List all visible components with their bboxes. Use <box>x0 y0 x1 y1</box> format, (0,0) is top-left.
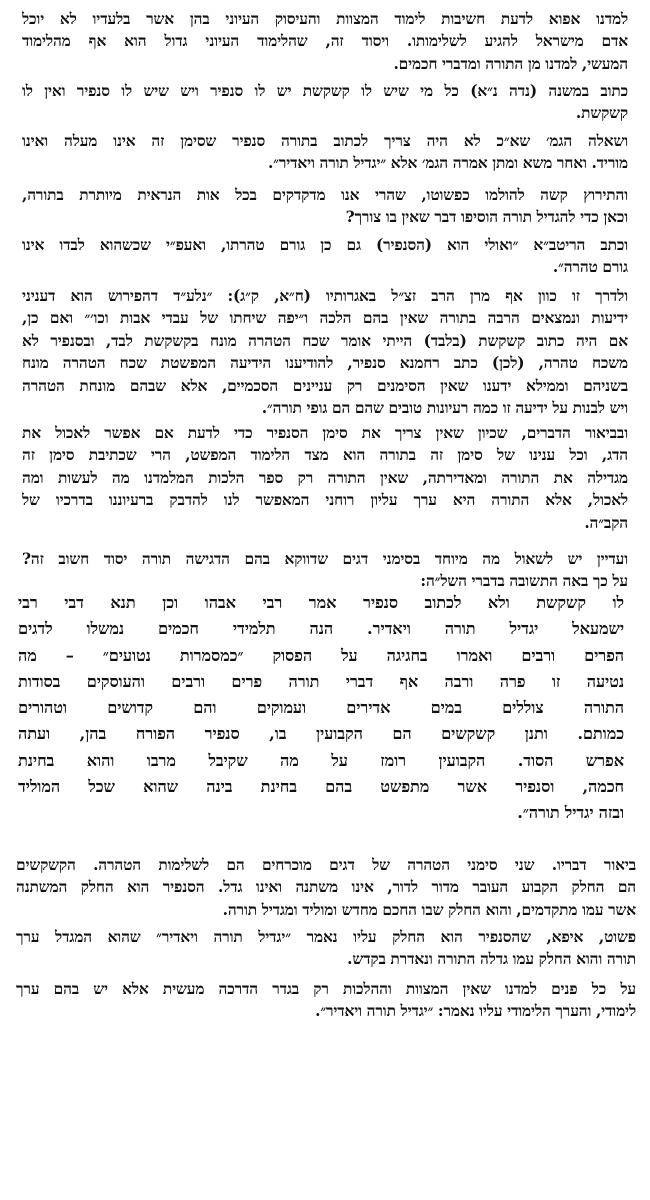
text-line: הדג, וכל ענינו של סימן זה בתורה הוא מצד הלימוד המפשט, הרי שכתיבת סימן זה <box>22 446 628 465</box>
text-line: אדם מישראל להגיע לשלימותו. ויסוד זה, שהלימוד העיוני גדול הוא אף מהלימוד <box>22 32 628 51</box>
paragraph-p5 <box>22 234 628 279</box>
paragraph-c1 <box>16 854 636 921</box>
quote-line: ישמעאל יגדיל תורה ויאדיר. הנה תלמידי חכמים נמשלו לדגים <box>18 619 624 639</box>
quote-line: חכמה, וסנפיר אשר מתפשט בהם בחינת בינה שהוא שכל המוליד <box>18 777 624 797</box>
paragraph-p4 <box>22 184 628 229</box>
text-line: פשוט, איפא, שהסנפיר הוא החלק עליו נאמר ״יגדיל תורה ויאדיר״ שהוא המגדל ערך <box>16 928 636 946</box>
text-line: וכאן כדי להגדיל תורה הוסיפו דבר שאין בו צורך? <box>345 208 628 227</box>
text-line: לימודי, והערך הלימודי עליו נאמר: ״יגדיל תורה ויאדיר״. <box>315 1002 636 1021</box>
text-line: והתירוץ קשה להולמו כפשוטו, שהרי אנו מדקדקים בכל אות הנראית מיותרת בתורה, <box>22 186 628 204</box>
quote-line: כמותם. ותנן קשקשים הם הקבועין בו, סנפיר הפורח בהן, ועתה <box>18 724 624 744</box>
text-line: ביאור דבריו. שני סימני הטהרה של דגים מוכרחים הם לשלימות הטהרה. הקשקשים <box>16 856 636 874</box>
quoted-passage <box>18 590 624 850</box>
quote-line: אפרש הסוד. הקבועין רומז על מה שקיבל מרבו והוא בחינת <box>18 750 624 770</box>
text-line: ושאלה הגמ׳ שא״כ לא היה צריך לכתוב בתורה סנפיר שסימן זה אינו מעלה ואינו <box>22 132 628 150</box>
paragraph-p6 <box>22 285 628 419</box>
text-line: מגדילה את התורה ומאדירתה, שאין התורה רק ספר הלכות המלמדנו מה לעשות ומה <box>22 468 628 487</box>
text-line: מוריד. ואחר משא ומתן אמרה הגמ׳ אלא ״יגדיל תורה ויאדיר״. <box>267 154 628 173</box>
text-line: הם החלק הקבוע העובר מדור לדור, אינו משתנה ואינו גדל. הסנפיר הוא החלק המשתנה <box>16 878 636 897</box>
text-line: קשקשת. <box>575 104 628 123</box>
paragraph-c3 <box>16 978 636 1023</box>
text-line: ולדרך זו כוון אף מרן הרב זצ״ל באגרותיו (ח״א, ק״ג): ״נלע״ד דהפירוש הוא דעניני <box>22 287 628 305</box>
text-line: על כך באה התשובה בדברי השל״ה: <box>420 572 628 591</box>
paragraph-p7 <box>22 422 628 534</box>
text-line: למדנו אפוא לדעת חשיבות לימוד המצוות והעיסוק העיוני בהן אשר בלעדיו לא יוכל <box>22 10 628 28</box>
text-line: המעשי, למדנו מן התורה ומדברי חכמים. <box>393 54 628 73</box>
paragraph-p8 <box>22 548 628 593</box>
paragraph-c2 <box>16 926 636 971</box>
paragraph-p1 <box>22 8 628 75</box>
text-line: בשניהם וממילא ידענו שאין הסימנים רק עניינים הסכמיים, אלא שבהם מונחת הטהרה <box>22 376 628 395</box>
text-line: תורה והוא החלק עמו גדלה התורה ונאדרת בקדש. <box>347 950 636 969</box>
text-line: הקב״ה. <box>584 513 628 532</box>
text-line: ויש לבנות על ידיעה זו כמה רעיונות טובים שהם הם גופי תורה״. <box>261 399 628 418</box>
paragraph-p3 <box>22 130 628 175</box>
quote-line: התורה צוללים במים אדירים ועמוקים והם קדושים וטהורים <box>18 698 624 718</box>
text-line: משכח טהרה, (לכן) כתב רחמנא סנפיר, להודיענו הידיעה המפשטת שכח הטהרה מונח <box>22 354 628 373</box>
quote-line: הפרים ורבים ואמרו בחגיגה על הפסוק ״כמסמרות נטועים״ – מה <box>18 645 624 665</box>
quote-line: ובזה יגדיל תורה״. <box>517 803 624 823</box>
text-line: וכתב הריטב״א ״ואולי הוא (הסנפיר) גם כן גורם טהרתו, ואעפ״י שכשהוא לבדו אינו <box>22 236 628 254</box>
text-line: כתוב במשנה (נדה נ״א) כל מי שיש לו קשקשת יש לו סנפיר ויש שיש לו סנפיר ואין לו <box>22 82 628 100</box>
text-line: על כל פנים למדנו שאין המצוות וההלכות רק בגדר הדרכה מעשית אלא יש בהם ערך <box>16 980 636 998</box>
text-line: ובביאור הדברים, שכיון שאין צריך את סימן הסנפיר כדי לדעת אם אפשר לאכול את <box>22 424 628 442</box>
text-line: ידיעות ונמצאים הרבה בתורה שאין בהם הלכה ו״יפה שיחתו של עבדי אבות וכו׳״ ואם כן, <box>22 309 628 328</box>
text-line: לאכול, אלא התורה היא ערך עליון רוחני המאפשר לנו להדבק ברעיוננו בדרכיו של <box>22 491 628 510</box>
paragraph-p2 <box>22 80 628 125</box>
text-line: גורם טהרה״. <box>552 258 628 277</box>
text-line: אם היה כתוב קשקשת (בלבד) הייתי אומר שכח הטהרה מונח בקשקשת לבד, ובסנפיר לא <box>22 331 628 350</box>
quote-line: לו קשקשת ולא לכתוב סנפיר אמר רבי אבהו וכן תנא דבי רבי <box>18 593 624 612</box>
text-line: אשר עמו מתקדמים, והוא החלק שבו החכם מחדש ומוליד ומגדיל תורה. <box>222 900 636 919</box>
quote-text <box>18 590 624 827</box>
quote-line: נטיעה זו פרה ורבה אף דברי תורה פרים ורבים והעוסקים בסודות <box>18 671 624 691</box>
text-line: ועדיין יש לשאול מה מיוחד בסימני דגים שדווקא בהם הדגישה תורה יסוד חשוב זה? <box>22 550 628 568</box>
